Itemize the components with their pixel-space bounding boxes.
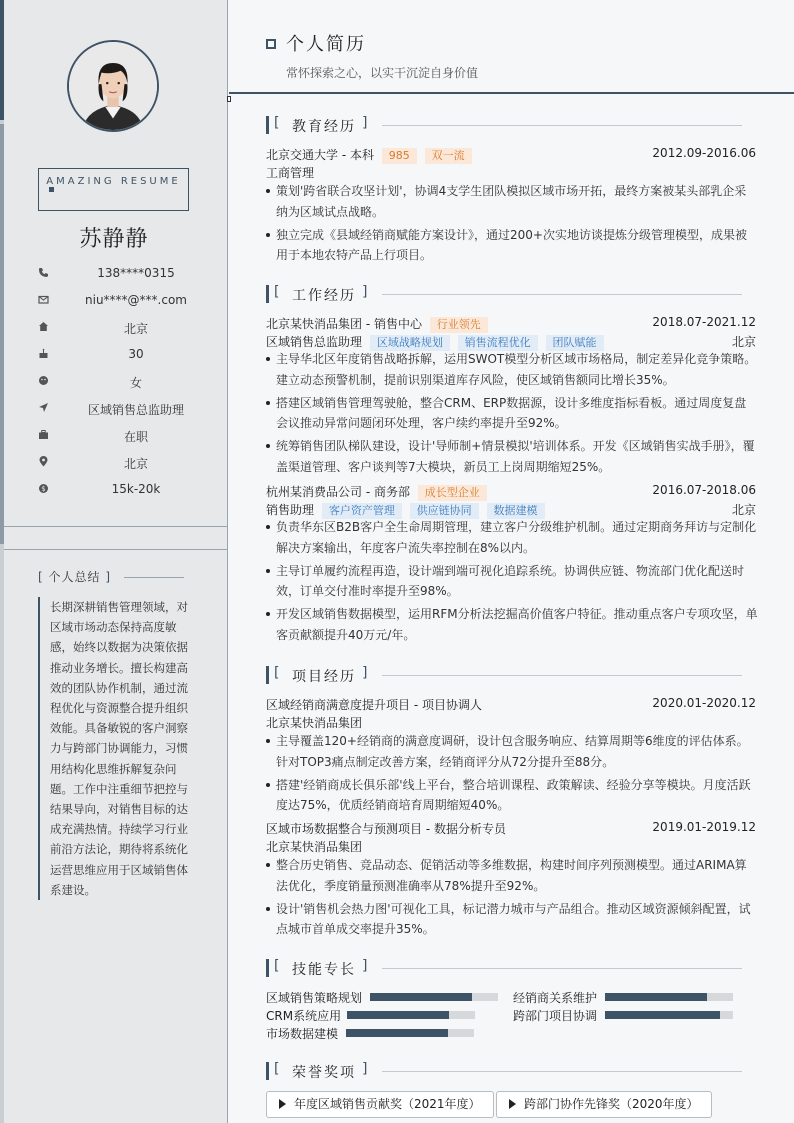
- skill-bar-fill: [347, 1011, 449, 1019]
- list-item: 负责华东区B2B客户全生命周期管理，建立客户分级维护机制。通过定期商务拜访与定制化解决方案输出，年度客户流失率控制在8%以内。: [266, 517, 758, 558]
- sidebar-divider: [4, 549, 227, 550]
- skill-item: [513, 989, 753, 1005]
- work-company-row: [266, 315, 756, 333]
- section-education-title: 教育经历: [292, 119, 356, 135]
- award-chip: [496, 1091, 712, 1118]
- resume-badge-text: AMAZING RESUME: [46, 176, 181, 187]
- list-item: 主导华北区年度销售战略拆解，运用SWOT模型分析区域市场格局，制定差异化竞争策略。建立动态预警机制，提前识别渠道库存风险，使区域销售额同比增长35%。: [266, 349, 758, 390]
- section-work-heading: [ 工作经历 ]: [266, 285, 756, 303]
- summary-text: 长期深耕销售管理领域，对区域市场动态保持高度敏感，始终以数据为决策依据推动业务增长。擅长构建高效的团队协作机制，通过流程优化与资源整合提升组织效能。具备敏锐的客户洞察力与跨部门协调能力，习惯用结构化思维拆解复杂问题。工作中注重细节把控与结果导向，对销售目标的达成充满热情。持续学习行业前沿方法论，期待将系统化运营思维应用于区域销售体系建设。: [38, 597, 188, 900]
- work-role: 销售助理: [266, 503, 315, 517]
- corner-mark: [227, 96, 231, 102]
- info-position: [0, 399, 228, 426]
- info-email: [0, 291, 228, 318]
- section-awards-heading: [ 荣誉奖项 ]: [266, 1062, 756, 1080]
- skill-name: 跨部门项目协调: [513, 1009, 598, 1023]
- work-company: 北京某快消品集团 - 销售中心: [266, 317, 422, 331]
- school-name: 北京交通大学 - 本科: [266, 148, 374, 162]
- list-item: 整合历史销售、竞品动态、促销活动等多维数据，构建时间序列预测模型。通过ARIMA算法优化，季度销量预测准确率从78%提升至92%。: [266, 855, 758, 896]
- title-square-icon: [266, 39, 276, 49]
- skill-name: 经销商关系维护: [513, 991, 598, 1005]
- info-salary: [0, 480, 228, 507]
- list-item: 独立完成《县域经销商赋能方案设计》，通过200+次实地访谈提炼分级管理模型，成果被用于本地农特产品上行项目。: [266, 225, 758, 266]
- skill-bar: [370, 993, 498, 1001]
- skill-bar-fill: [605, 993, 707, 1001]
- skill-bar-fill: [370, 993, 472, 1001]
- play-triangle-icon: [509, 1099, 516, 1109]
- work-role: 区域销售总监助理: [266, 335, 363, 349]
- list-item: 搭建'经销商成长俱乐部'线上平台，整合培训课程、政策解读、经验分享等模块。月度活跃度达75%，优质经销商培育周期缩短40%。: [266, 775, 758, 816]
- project-bullets: [266, 855, 758, 942]
- page-title-text: 个人简历: [286, 34, 366, 55]
- salary-value: 15k-20k: [111, 482, 161, 496]
- work-company: 杭州某消费品公司 - 商务部: [266, 485, 410, 499]
- skill-name: 市场数据建模: [266, 1027, 339, 1041]
- education-school-row: [266, 146, 756, 164]
- main-content: [229, 0, 794, 1123]
- list-item: 主导覆盖120+经销商的满意度调研，设计包含服务响应、结算周期等6维度的评估体系。针对TOP3痛点制定改善方案，经销商评分从72分提升至88分。: [266, 731, 758, 772]
- skill-item: [266, 1025, 506, 1041]
- location-value: 北京: [123, 457, 148, 471]
- education-date: 2012.09-2016.06: [652, 146, 756, 160]
- list-item: 主导订单履约流程再造，设计端到端可视化追踪系统。协调供应链、物流部门优化配送时效，订单交付准时率提升至98%。: [266, 561, 758, 602]
- role-tag: 销售流程优化: [458, 335, 538, 351]
- work-bullets: [266, 517, 758, 648]
- role-tag: 团队赋能: [546, 335, 604, 351]
- work-company-row: [266, 483, 756, 501]
- company-tag: 行业领先: [430, 317, 488, 333]
- role-tag: 数据建模: [487, 503, 545, 519]
- gender-value: 女: [129, 376, 142, 390]
- contact-info-list: [0, 264, 228, 507]
- avatar: [67, 40, 159, 132]
- skill-name: CRM系统应用: [266, 1009, 342, 1023]
- section-projects-heading: [ 项目经历 ]: [266, 666, 756, 684]
- list-item: 搭建区域销售管理驾驶舱，整合CRM、ERP数据源，设计多维度指标看板。通过周度复盘会议推动异常问题闭环处理，客户续约率提升至92%。: [266, 393, 758, 434]
- info-phone: [0, 264, 228, 291]
- project-date: 2019.01-2019.12: [652, 820, 756, 834]
- work-city: 北京: [731, 503, 756, 517]
- section-awards-title: 荣誉奖项: [292, 1065, 356, 1081]
- skill-item: [266, 1007, 506, 1023]
- info-age: [0, 345, 228, 372]
- work-city: 北京: [731, 335, 756, 349]
- project-org: 北京某快消品集团: [266, 716, 363, 730]
- project-date: 2020.01-2020.12: [652, 696, 756, 710]
- list-item: 设计'销售机会热力图'可视化工具，标记潜力城市与产品组合。推动区域资源倾斜配置，试点城市首单成交率提升35%。: [266, 899, 758, 940]
- project-org: 北京某快消品集团: [266, 840, 363, 854]
- avatar-portrait-icon: [69, 42, 157, 130]
- home-value: 北京: [123, 322, 148, 336]
- list-item: 统筹销售团队梯队建设，设计'导师制+情景模拟'培训体系。开发《区域销售实战手册》，覆盖渠道管理、客户谈判等7大模块，新员工上岗周期缩短25%。: [266, 436, 758, 477]
- award-text: 年度区域销售贡献奖（2021年度）: [294, 1097, 481, 1111]
- candidate-name: 苏静静: [79, 227, 149, 252]
- section-skills-title: 技能专长: [292, 962, 356, 978]
- skill-bar-fill: [346, 1029, 448, 1037]
- work-bullets: [266, 349, 758, 480]
- work-date: 2016.07-2018.06: [652, 483, 756, 497]
- summary-heading-rule: [124, 577, 184, 578]
- info-location: [0, 453, 228, 480]
- work-date: 2018.07-2021.12: [652, 315, 756, 329]
- role-tag: 区域战略规划: [370, 335, 450, 351]
- email-value: niu****@***.com: [85, 293, 187, 307]
- page-title: [266, 30, 366, 56]
- skill-item: [266, 989, 506, 1005]
- project-bullets: [266, 731, 758, 818]
- skill-bar: [346, 1029, 474, 1037]
- skill-bar: [605, 993, 733, 1001]
- project-title-row: [266, 696, 756, 713]
- skill-bar: [605, 1011, 733, 1019]
- sidebar-stripe: [0, 0, 4, 1123]
- sidebar: [0, 0, 228, 1123]
- project-title: 区域经销商满意度提升项目 - 项目协调人: [266, 698, 482, 712]
- info-status: [0, 426, 228, 453]
- list-item: 策划'跨省联合攻坚计划'，协调4支学生团队模拟区域市场开拓，最终方案被某头部乳企采纳为区域试点战略。: [266, 181, 758, 222]
- award-chip: [266, 1091, 494, 1118]
- age-value: 30: [128, 347, 144, 361]
- project-title: 区域市场数据整合与预测项目 - 数据分析专员: [266, 822, 506, 836]
- sidebar-divider: [4, 526, 227, 527]
- phone-value: 138****0315: [97, 266, 175, 280]
- skill-name: 区域销售策略规划: [266, 991, 363, 1005]
- role-tag: 客户资产管理: [322, 503, 402, 519]
- summary-heading: [ 个人总结 ]: [38, 570, 112, 584]
- section-projects-title: 项目经历: [292, 669, 356, 685]
- header-rule: [229, 92, 794, 94]
- section-education-heading: [ 教育经历 ]: [266, 116, 756, 134]
- summary-heading-text: 个人总结: [48, 570, 101, 584]
- status-value: 在职: [123, 430, 148, 444]
- role-tag: 供应链协同: [410, 503, 479, 519]
- education-bullets: [266, 181, 758, 268]
- section-work-title: 工作经历: [292, 288, 356, 304]
- play-triangle-icon: [279, 1099, 286, 1109]
- skill-bar: [347, 1011, 475, 1019]
- svg-text:$: $: [41, 485, 46, 493]
- education-major: 工商管理: [266, 166, 315, 180]
- award-text: 跨部门协作先锋奖（2020年度）: [524, 1097, 699, 1111]
- company-tag: 成长型企业: [418, 485, 487, 501]
- school-tag: 985: [382, 148, 417, 164]
- resume-badge: [38, 168, 189, 211]
- skill-bar-fill: [605, 1011, 720, 1019]
- info-gender: [0, 372, 228, 399]
- position-value: 区域销售总监助理: [87, 403, 184, 417]
- page-subtitle: 常怀探索之心，以实干沉淀自身价值: [286, 66, 479, 80]
- section-skills-heading: [ 技能专长 ]: [266, 959, 756, 977]
- project-title-row: [266, 820, 756, 837]
- skill-item: [513, 1007, 753, 1023]
- list-item: 开发区域销售数据模型，运用RFM分析法挖掘高价值客户特征。推动重点客户专项攻坚，单客贡献额提升40万元/年。: [266, 604, 758, 645]
- info-home: [0, 318, 228, 345]
- school-tag: 双一流: [425, 148, 472, 164]
